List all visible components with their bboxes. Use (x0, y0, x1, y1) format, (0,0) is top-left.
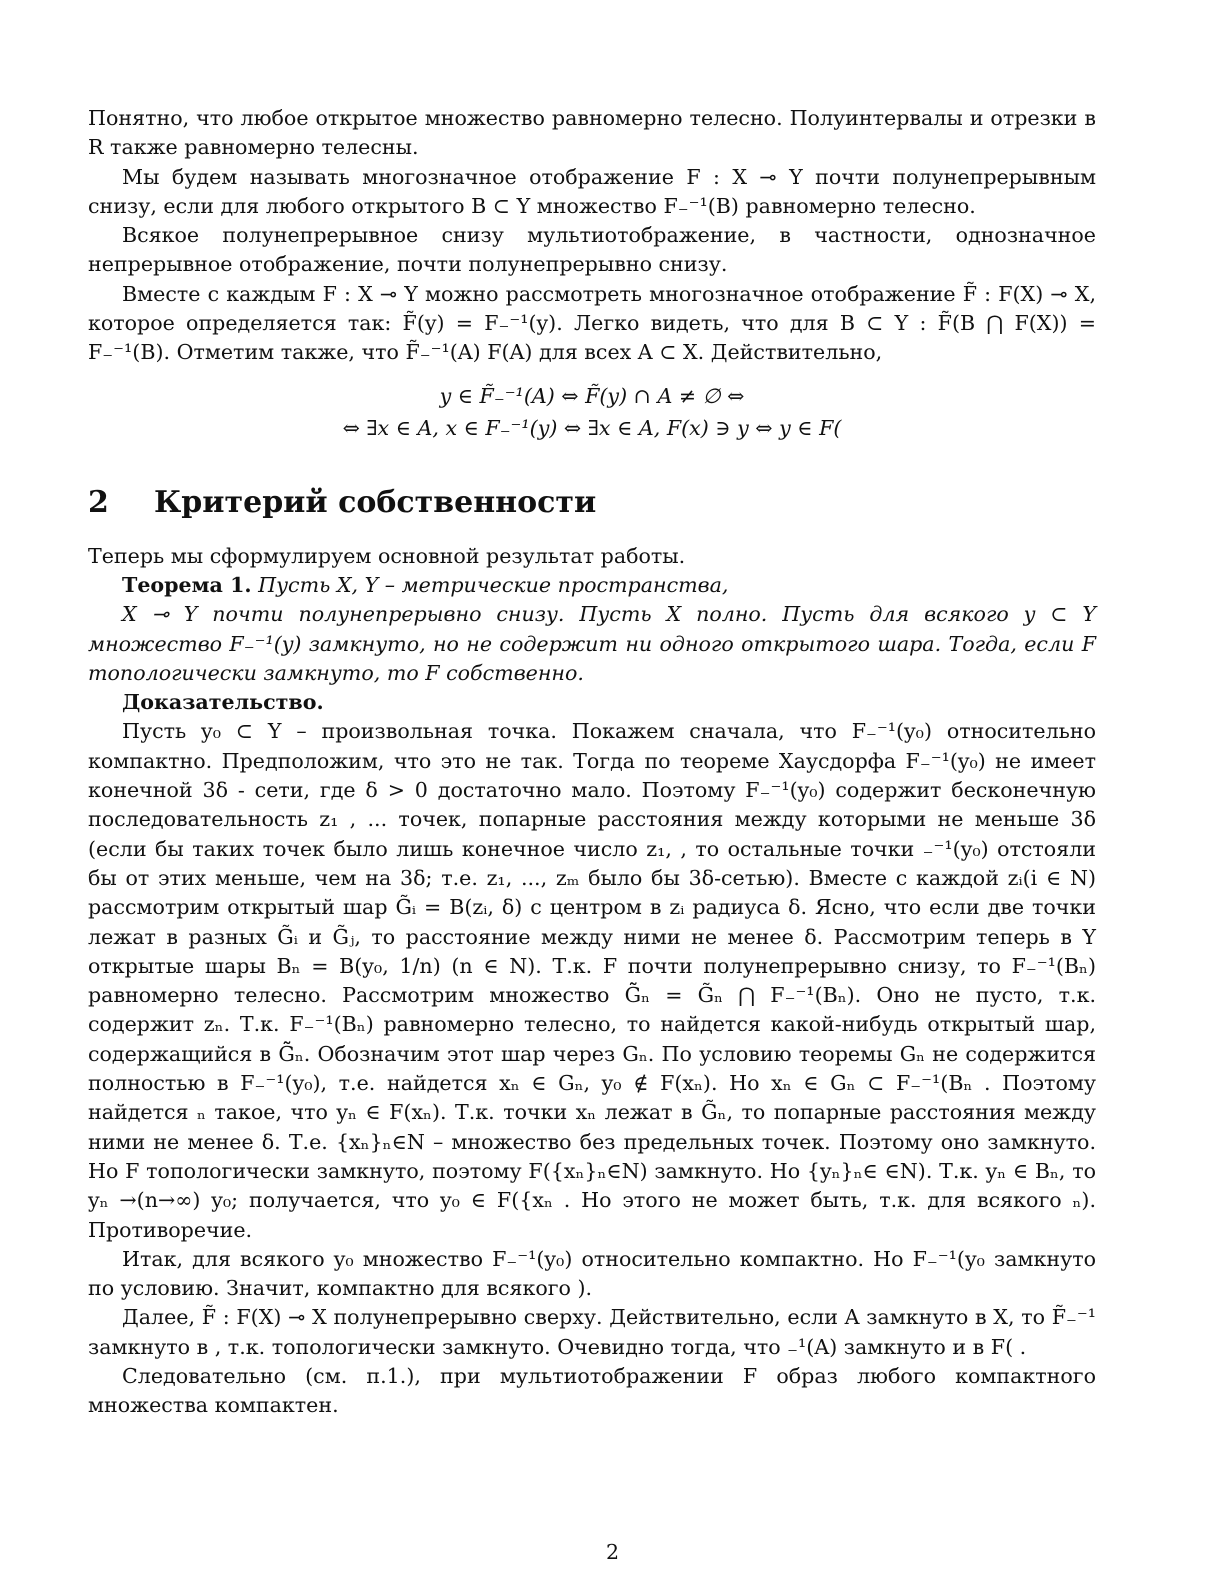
paragraph-definition: Мы будем называть многозначное отображение F : X ⊸ Y почти полунепрерывным снизу, если для любого открытого B ⊂ Y множество F₋⁻¹(B) равномерно телесно. (88, 164, 1096, 218)
page-number: 2 (605, 1540, 620, 1564)
section-number: 2 (88, 484, 109, 520)
paragraph-inverse-map: Вместе с каждым F : X ⊸ Y можно рассмотреть многозначное отображение F̃ : F(X) ⊸ X, которое определяется так: F̃(y) = F₋⁻¹(y). Легко видеть, что для B ⊂ Y : F̃(B ⋂ F(X)) = F₋⁻¹(B). Отметим также, что F̃₋⁻¹(A) F(A) для всех A ⊂ X. Действительно, (88, 281, 1096, 365)
theorem-line-1: Пусть X, Y – метрические пространства, (258, 572, 729, 597)
section-heading (88, 485, 1096, 520)
paragraph-intro: Теперь мы сформулируем основной результат работы. (88, 543, 686, 568)
theorem-label: Теорема 1. (122, 572, 252, 597)
theorem-statement-rest: X ⊸ Y почти полунепрерывно снизу. Пусть X полно. Пусть для всякого y ⊂ Y множество F₋⁻¹(y) замкнуто, но не содержит ни одного открытого шара. Тогда, если F топологически замкнуто, то F собственно. (88, 602, 1096, 685)
proof-heading (88, 688, 1096, 717)
equation-line-1: y ∈ F̃₋⁻¹(A) ⇔ F̃(y) ∩ A ≠ ∅ ⇔ (439, 383, 745, 408)
paragraph-open-sets: Понятно, что любое открытое множество равномерно телесно. Полуинтервалы и отрезки в R также равномерно телесны. (88, 106, 1096, 160)
proof-paragraph-1: Пусть y₀ ⊂ Y – произвольная точка. Покажем сначала, что F₋⁻¹(y₀) относительно компактно. Предположим, что это не так. Тогда по теореме Хаусдорфа F₋⁻¹(y₀) не имеет конечной 3δ - сети, где δ > 0 достаточно мало. Поэтому F₋⁻¹(y₀) содержит бесконечную последовательность z₁ , ... точек, попарные расстояния между которыми не меньше 3δ (если бы таких точек было лишь конечное число z₁, , то остальные точки ₋⁻¹(y₀) отстояли бы от этих меньше, чем на 3δ; т.е. z₁, ..., zₘ было бы 3δ-сетью). Вместе с каждой zᵢ(i ∈ N) рассмотрим открытый шар G̃ᵢ = B(zᵢ, δ) с центром в zᵢ радиуса δ. Ясно, что если две точки лежат в разных G̃ᵢ и G̃ⱼ, то расстояние между ними не менее δ. Рассмотрим теперь в Y открытые шары Bₙ = B(y₀, 1/n) (n ∈ N). Т.к. F почти полунепрерывно снизу, то F₋⁻¹(Bₙ) равномерно телесно. Рассмотрим множество G̃̃ₙ = G̃ₙ ⋂ F₋⁻¹(Bₙ). Оно не пусто, т.к. содержит zₙ. Т.к. F₋⁻¹(Bₙ) равномерно телесно, то найдется какой-нибудь открытый шар, содержащийся в G̃̃ₙ. Обозначим этот шар через Gₙ. По условию теоремы Gₙ не содержится полностью в F₋⁻¹(y₀), т.е. найдется xₙ ∈ Gₙ, y₀ ∉ F(xₙ). Но xₙ ∈ Gₙ ⊂ F₋⁻¹(Bₙ . Поэтому найдется ₙ такое, что yₙ ∈ F(xₙ). Т.к. точки xₙ лежат в G̃ₙ, то попарные расстояния между ними не менее δ. Т.е. {xₙ}ₙ∈N – множество без предельных точек. Поэтому оно замкнуто. Но F топологически замкнуто, поэтому F({xₙ}ₙ∈N) замкнуто. Но {yₙ}ₙ∈ ∈N). Т.к. yₙ ∈ Bₙ, то yₙ →(n→∞) y₀; получается, что y₀ ∈ F({xₙ . Но этого не может быть, т.к. для всякого ₙ). Противоречие. (88, 719, 1096, 1242)
proof-label: Доказательство. (122, 690, 324, 715)
equation-line-2: ⇔ ∃x ∈ A, x ∈ F₋⁻¹(y) ⇔ ∃x ∈ A, F(x) ∋ y ⇔ y ∈ F( (342, 415, 842, 440)
proof-paragraph-2: Итак, для всякого y₀ множество F₋⁻¹(y₀) относительно компактно. Но F₋⁻¹(y₀ замкнуто по условию. Значит, компактно для всякого ). (88, 1246, 1096, 1301)
proof-paragraph-3: Далее, F̃ : F(X) ⊸ X полунепрерывно сверху. Действительно, если A замкнуто в X, то F̃₋⁻¹ замкнуто в , т.к. топологически замкнуто. Очевидно тогда, что ₋¹(A) замкнуто и в F( . (88, 1305, 1096, 1359)
proof-paragraph-4: Следовательно (см. п.1.), при мультиотображении F образ любого компактного множества компактен. (88, 1363, 1096, 1418)
section-title: Критерий собственности (154, 484, 597, 520)
theorem-statement-line (88, 571, 1096, 600)
document-page (88, 104, 1096, 1421)
paragraph-remark: Всякое полунепрерывное снизу мультиотображение, в частности, однозначное непрерывное отображение, почти полунепрерывно снизу. (88, 223, 1096, 277)
